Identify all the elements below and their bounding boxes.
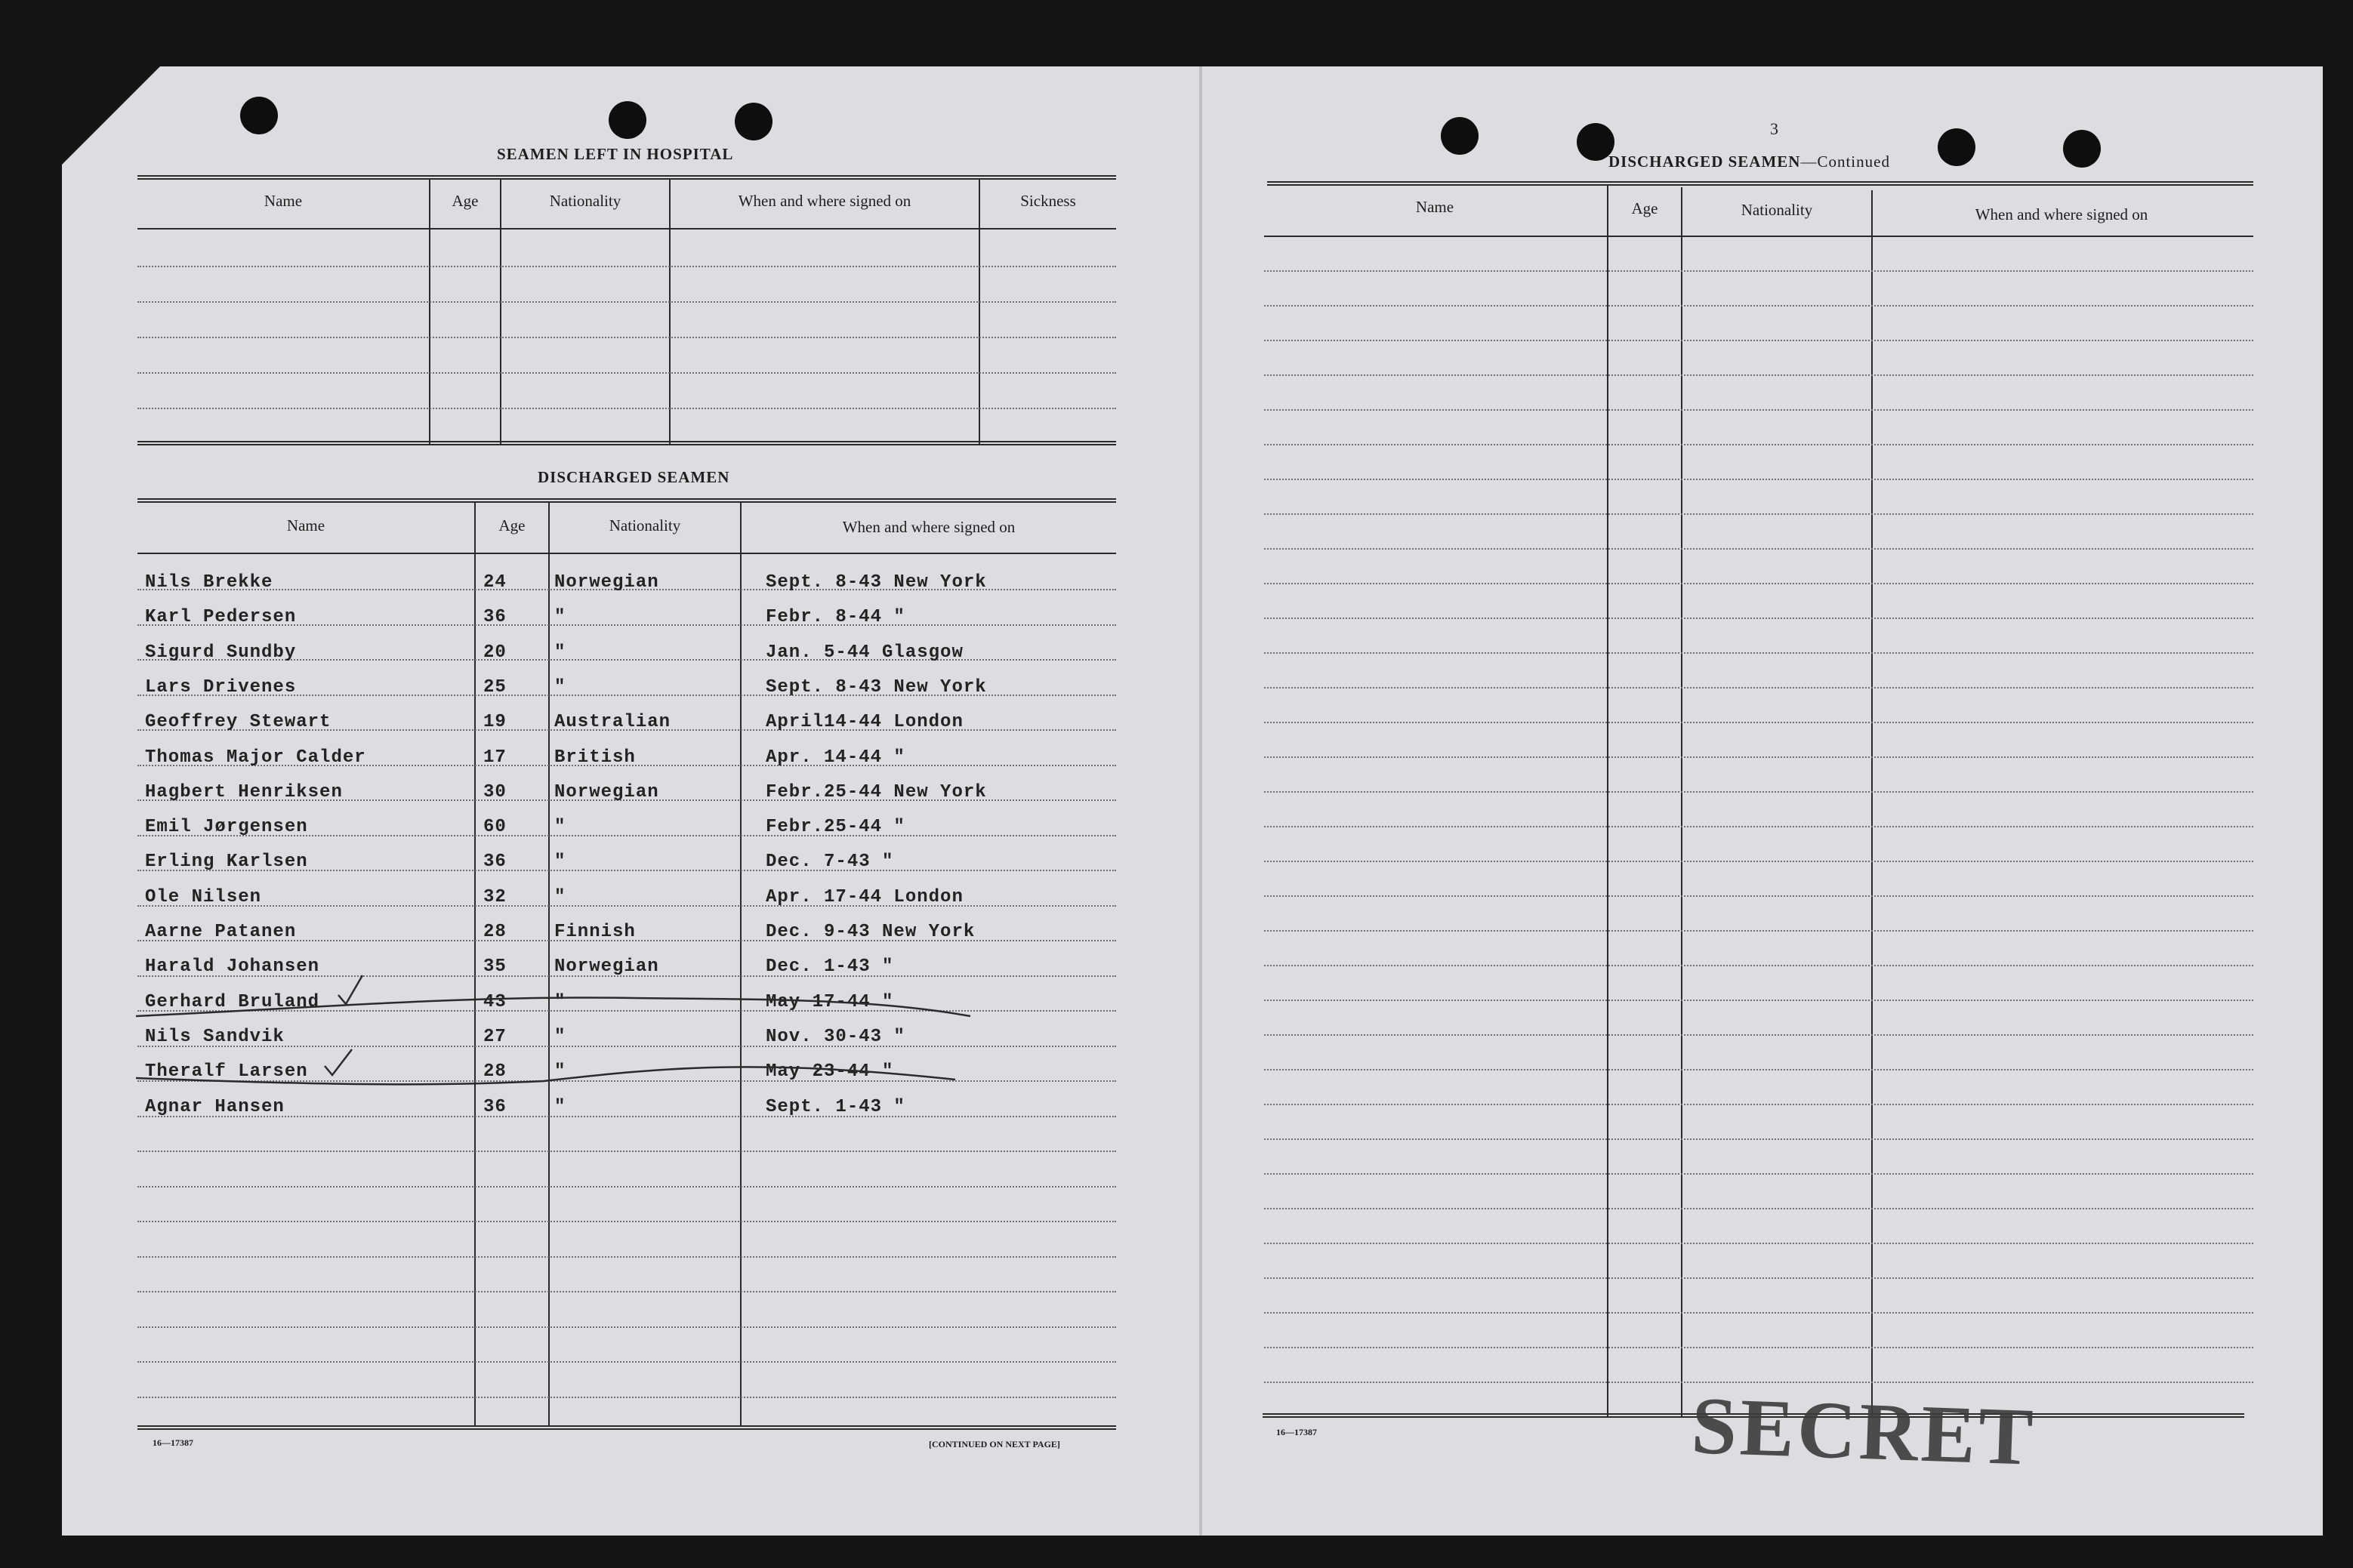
seaman-name: Aarne Patanen [145, 922, 297, 942]
ruled-line [1264, 374, 2253, 376]
ruled-line [1264, 930, 2253, 932]
seaman-nationality: " [554, 886, 566, 907]
seaman-name: Geoffrey Stewart [145, 712, 332, 733]
discharged-section-title: DISCHARGED SEAMEN [538, 468, 730, 486]
seaman-name: Nils Brekke [145, 572, 273, 593]
secret-stamp: SECRET [1690, 1381, 2038, 1483]
discharged-col-age: Age [498, 516, 526, 534]
seaman-nationality: Norwegian [554, 781, 659, 802]
hospital-col-age: Age [452, 192, 479, 210]
ruled-line [1264, 479, 2253, 480]
hospital-col-sickness: Sickness [1020, 192, 1076, 210]
seaman-nationality: Norwegian [554, 572, 659, 593]
ruled-line [1264, 340, 2253, 341]
seaman-signed-on: Sept. 8-43 New York [766, 676, 987, 698]
seaman-age: 20 [483, 642, 507, 663]
continued-top-rule [1267, 181, 2253, 186]
discharged-col-signed-on: When and where signed on [842, 518, 1016, 536]
seaman-name: Harald Johansen [145, 957, 320, 978]
seaman-name: Erling Karlsen [145, 852, 308, 873]
seaman-age: 36 [483, 852, 507, 873]
seaman-age: 25 [483, 676, 507, 698]
discharged-col-nationality: Nationality [609, 516, 681, 534]
ruled-line [1264, 861, 2253, 862]
seaman-age: 36 [483, 1096, 507, 1117]
seaman-name: Ole Nilsen [145, 886, 262, 907]
seaman-signed-on: May 17-44 " [766, 991, 894, 1012]
ruled-line [1264, 826, 2253, 827]
ruled-line [1264, 513, 2253, 515]
seaman-name: Theralf Larsen [145, 1061, 308, 1083]
continued-section-title [1608, 152, 1890, 171]
seaman-age: 24 [483, 572, 507, 593]
ruled-line [1264, 618, 2253, 619]
hospital-section-title: SEAMEN LEFT IN HOSPITAL [497, 145, 734, 163]
seaman-signed-on: May 23-44 " [766, 1061, 894, 1083]
seaman-age: 60 [483, 817, 507, 838]
ruled-line [1264, 1208, 2253, 1209]
seaman-nationality: Norwegian [554, 957, 659, 978]
seaman-name: Gerhard Bruland [145, 991, 320, 1012]
seaman-age: 28 [483, 922, 507, 942]
seaman-age: 35 [483, 957, 507, 978]
seaman-nationality: Finnish [554, 922, 636, 942]
ruled-line [1264, 1312, 2253, 1314]
seaman-signed-on: Apr. 17-44 London [766, 886, 964, 907]
seaman-signed-on: Dec. 7-43 " [766, 852, 894, 873]
continued-col-name: Name [1415, 198, 1454, 216]
ruled-line [1264, 1000, 2253, 1001]
ruled-line [1264, 305, 2253, 307]
seaman-nationality: " [554, 676, 566, 698]
seaman-age: 30 [483, 781, 507, 802]
seaman-nationality: " [554, 852, 566, 873]
ruled-line [1264, 965, 2253, 966]
continued-note: [CONTINUED ON NEXT PAGE] [929, 1439, 1060, 1449]
hospital-col-nationality: Nationality [549, 192, 621, 210]
seaman-nationality: British [554, 747, 636, 768]
seaman-name: Lars Drivenes [145, 676, 297, 698]
seaman-age: 17 [483, 747, 507, 768]
continued-title-suffix: —Continued [1800, 152, 1890, 171]
ruled-line [1264, 1347, 2253, 1348]
ruled-line [1264, 1243, 2253, 1244]
seaman-signed-on: Febr.25-44 New York [766, 781, 987, 802]
seaman-age: 36 [483, 607, 507, 628]
ruled-line [1264, 1173, 2253, 1175]
seaman-age: 43 [483, 991, 507, 1012]
continued-col-divider [1607, 184, 1608, 1416]
left-form-number: 16—17387 [153, 1437, 193, 1448]
seaman-nationality: " [554, 1061, 566, 1083]
discharged-col-name: Name [286, 516, 325, 534]
continued-header-rule [1264, 236, 2253, 237]
seaman-age: 27 [483, 1026, 507, 1047]
ruled-line [1264, 722, 2253, 723]
ruled-line [1264, 444, 2253, 445]
ruled-line [1264, 895, 2253, 897]
seaman-age: 28 [483, 1061, 507, 1083]
seaman-signed-on: Dec. 1-43 " [766, 957, 894, 978]
ruled-line [1264, 583, 2253, 584]
ruled-line [1264, 409, 2253, 411]
ruled-line [1264, 791, 2253, 793]
continued-title-main: DISCHARGED SEAMEN [1608, 152, 1801, 171]
seaman-signed-on: Sept. 8-43 New York [766, 572, 987, 593]
seaman-signed-on: Sept. 1-43 " [766, 1096, 905, 1117]
page-number: 3 [1770, 119, 1778, 138]
seaman-nationality: " [554, 642, 566, 663]
ruled-line [1264, 548, 2253, 550]
ruled-line [1264, 1069, 2253, 1070]
right-form-number: 16—17387 [1276, 1427, 1317, 1437]
seaman-signed-on: Nov. 30-43 " [766, 1026, 905, 1047]
seaman-nationality: " [554, 1026, 566, 1047]
seaman-signed-on: Dec. 9-43 New York [766, 922, 976, 942]
ruled-line [1264, 652, 2253, 654]
continued-col-age: Age [1631, 199, 1658, 217]
continued-col-signed-on: When and where signed on [1975, 205, 2148, 223]
ruled-line [1264, 687, 2253, 689]
hospital-col-name: Name [264, 192, 303, 210]
hospital-col-signed-on: When and where signed on [738, 192, 911, 210]
ruled-line [1264, 756, 2253, 758]
seaman-nationality: " [554, 607, 566, 628]
ruled-line [1264, 1034, 2253, 1036]
seaman-age: 32 [483, 886, 507, 907]
seaman-name: Thomas Major Calder [145, 747, 366, 768]
seaman-signed-on: April14-44 London [766, 712, 964, 733]
continued-col-nationality: Nationality [1741, 201, 1813, 219]
seaman-name: Nils Sandvik [145, 1026, 285, 1047]
seaman-signed-on: Febr.25-44 " [766, 817, 905, 838]
continued-col-divider [1681, 187, 1682, 1418]
seaman-nationality: " [554, 991, 566, 1012]
seaman-nationality: " [554, 1096, 566, 1117]
ruled-line [1264, 270, 2253, 272]
seaman-signed-on: Jan. 5-44 Glasgow [766, 642, 964, 663]
seaman-name: Agnar Hansen [145, 1096, 285, 1117]
seaman-age: 19 [483, 712, 507, 733]
seaman-signed-on: Febr. 8-44 " [766, 607, 905, 628]
ruled-line [1264, 1277, 2253, 1279]
ruled-line [1264, 1104, 2253, 1105]
ruled-line [1264, 1138, 2253, 1140]
seaman-name: Karl Pedersen [145, 607, 297, 628]
seaman-name: Sigurd Sundby [145, 642, 297, 663]
seaman-nationality: " [554, 817, 566, 838]
seaman-nationality: Australian [554, 712, 671, 733]
seaman-name: Emil Jørgensen [145, 817, 308, 838]
seaman-signed-on: Apr. 14-44 " [766, 747, 905, 768]
seaman-name: Hagbert Henriksen [145, 781, 343, 802]
